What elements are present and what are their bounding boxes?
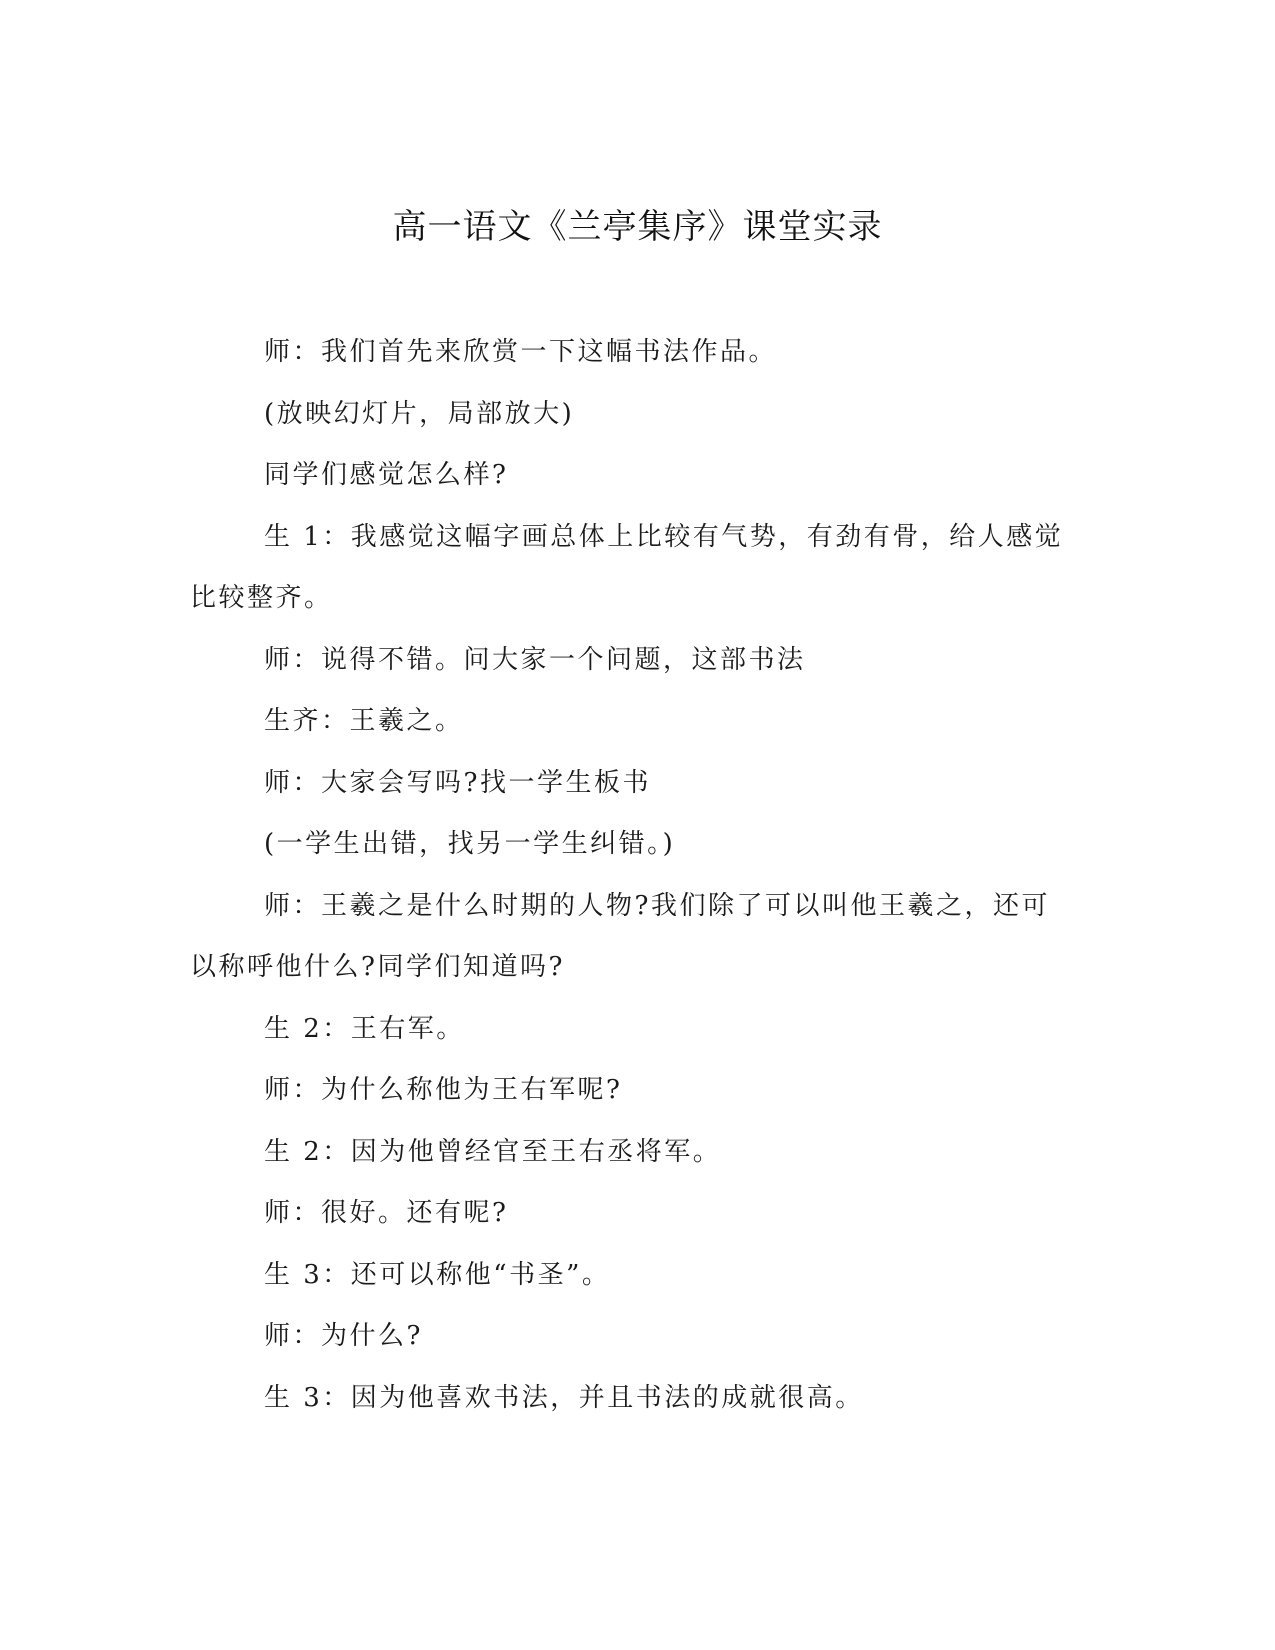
paragraph: 生 2：因为他曾经官至王右丞将军。 [264, 1136, 722, 1167]
paragraph: 师：为什么称他为王右军呢? [264, 1075, 623, 1105]
paragraph: 师：很好。还有呢? [264, 1198, 509, 1228]
paragraph: 师：我们首先来欣赏一下这幅书法作品。 [264, 337, 778, 367]
transcript-body [190, 322, 1075, 1429]
paragraph: (放映幻灯片，局部放大) [264, 398, 575, 429]
paragraph: 生 3：还可以称他“书圣”。 [264, 1259, 611, 1290]
paragraph: 师：王羲之是什么时期的人物?我们除了可以叫他王羲之，还可以称呼他什么?同学们知道吗? [190, 890, 1050, 982]
page-title: 高一语文《兰亭集序》课堂实录 [392, 207, 883, 247]
paragraph: 生齐：王羲之。 [264, 706, 464, 736]
paragraph: 师：大家会写吗?找一学生板书 [264, 767, 651, 798]
paragraph: 生 1：我感觉这幅字画总体上比较有气势，有劲有骨，给人感觉比较整齐。 [190, 521, 1064, 613]
paragraph: 师：说得不错。问大家一个问题，这部书法 [264, 644, 806, 675]
paragraph: 生 3：因为他喜欢书法，并且书法的成就很高。 [264, 1382, 864, 1413]
paragraph: 生 2：王右军。 [264, 1013, 465, 1044]
paragraph: 师：为什么? [264, 1321, 423, 1351]
paragraph: 同学们感觉怎么样? [264, 460, 509, 490]
paragraph: (一学生出错，找另一学生纠错。) [264, 829, 676, 859]
